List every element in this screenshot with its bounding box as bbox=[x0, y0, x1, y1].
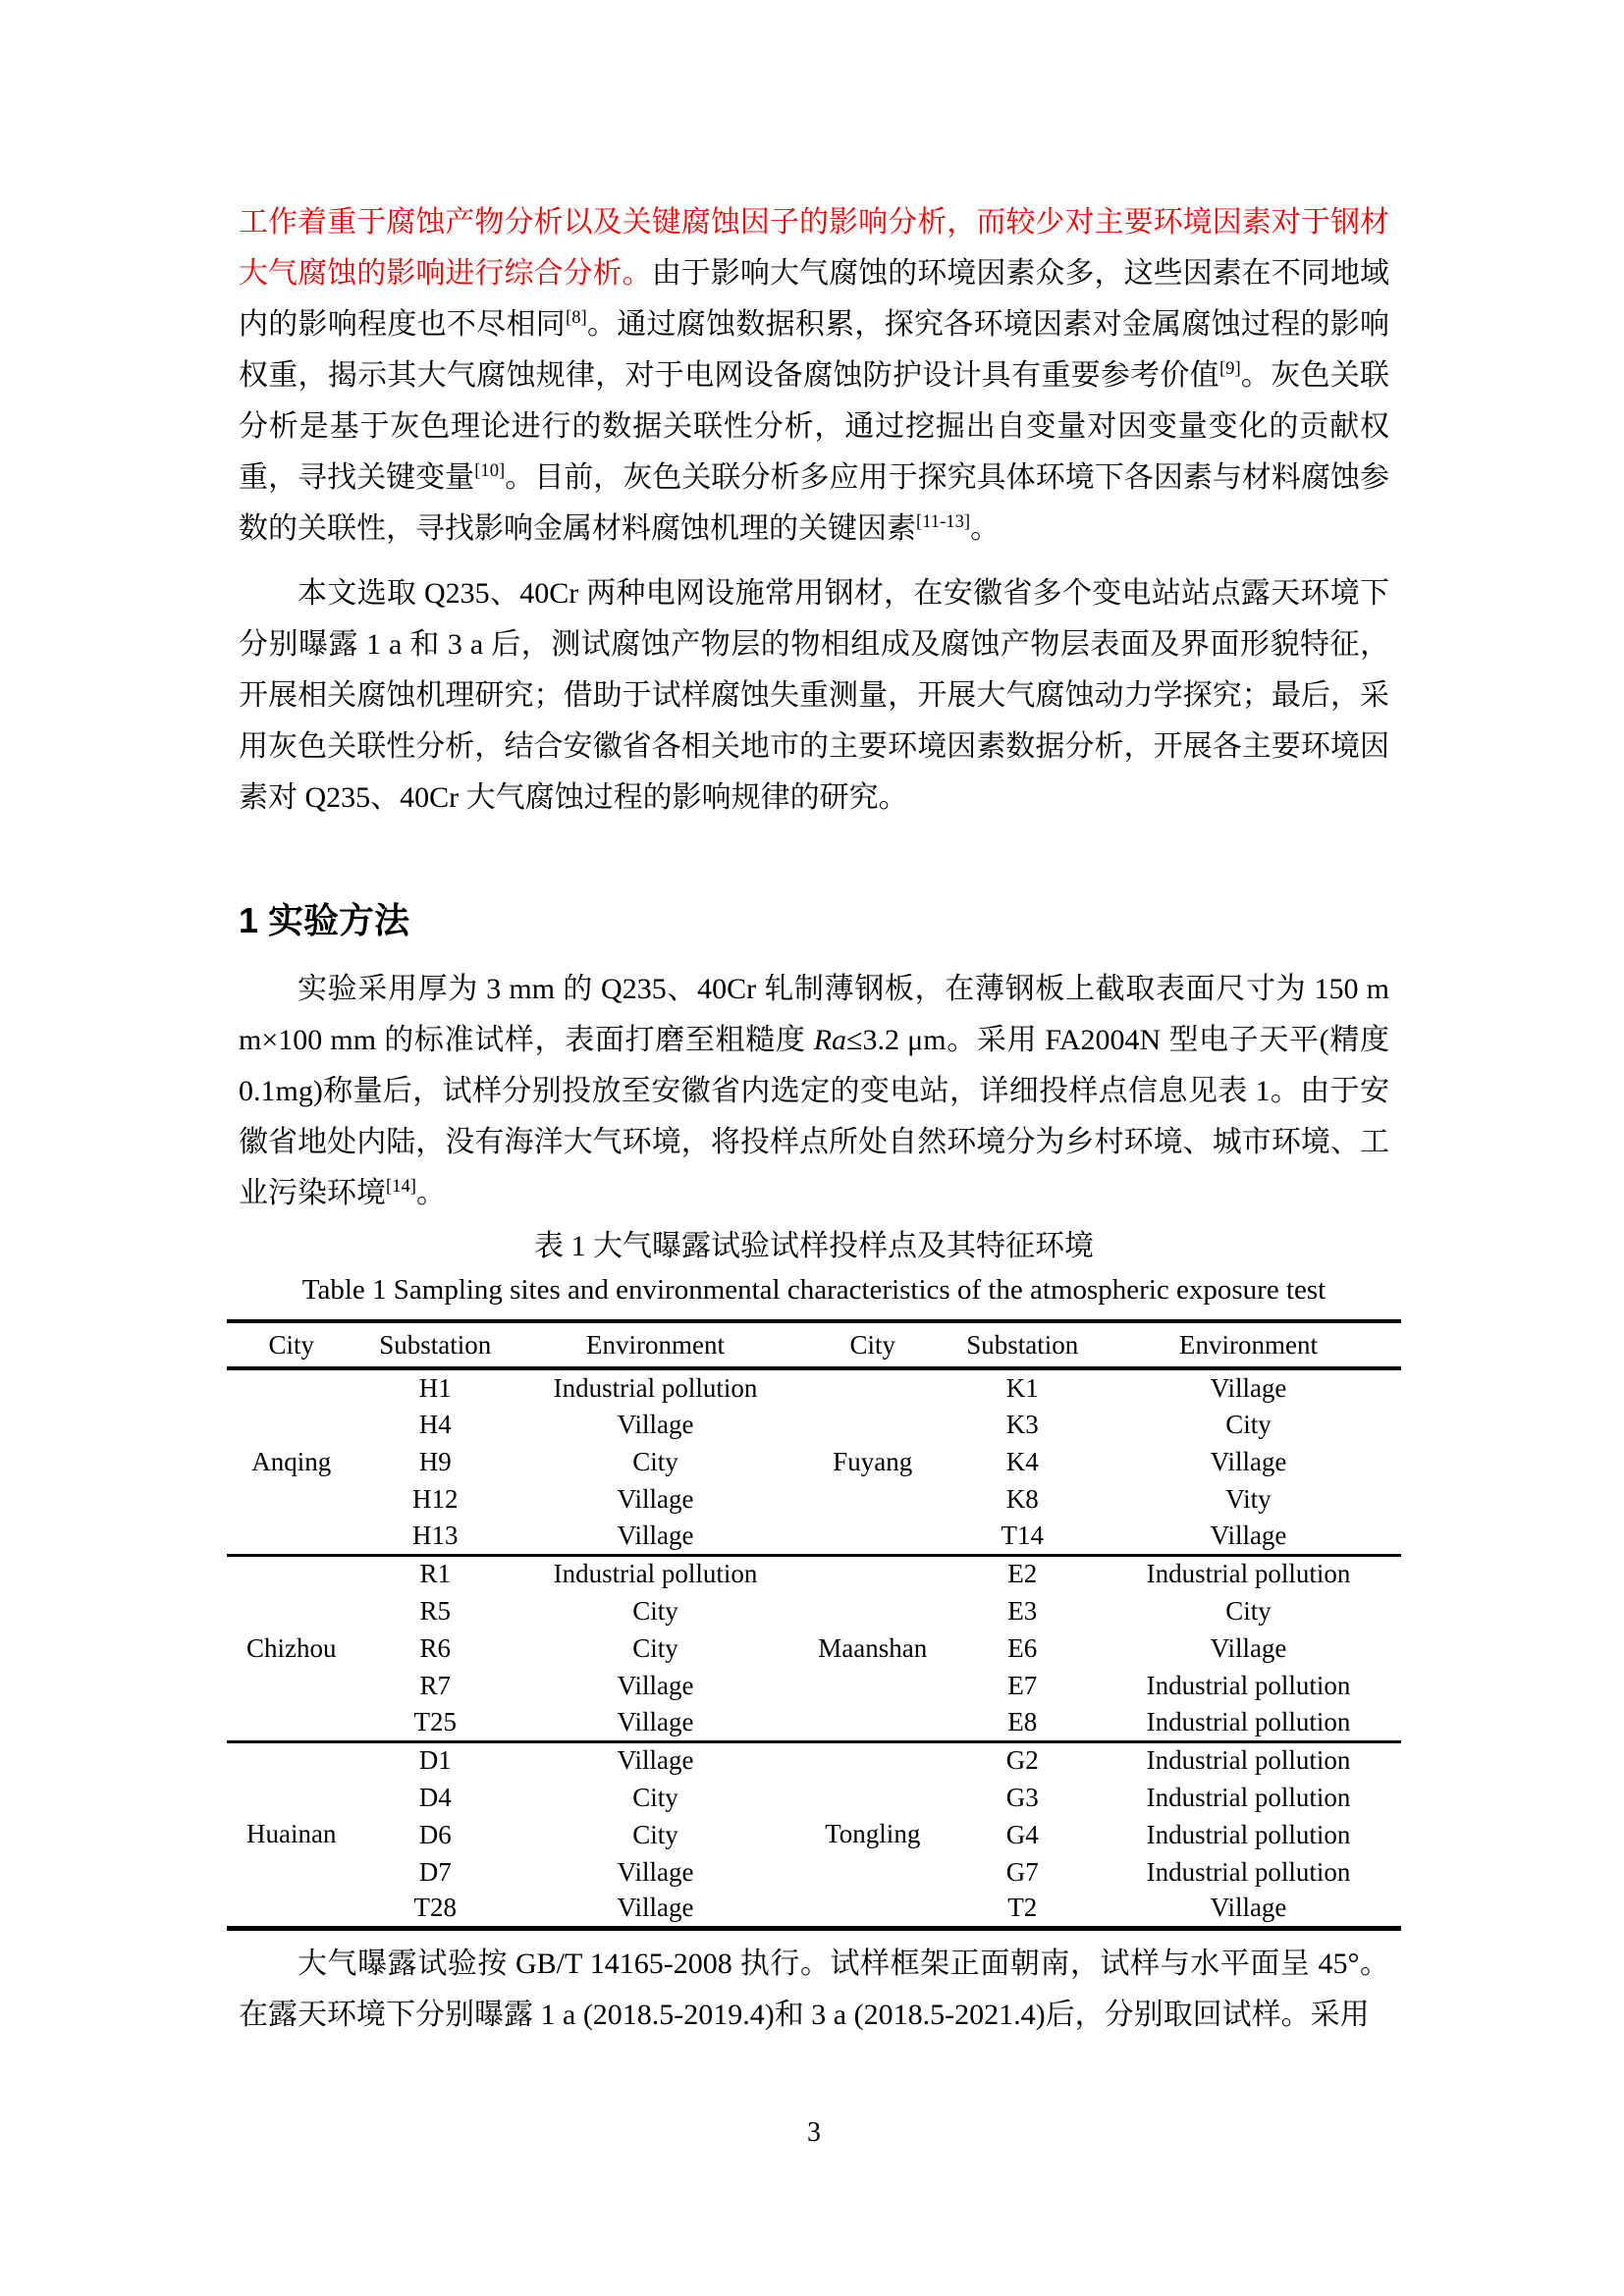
substation-cell: H9 bbox=[418, 1446, 452, 1476]
city-cell: Fuyang bbox=[833, 1446, 913, 1476]
text-run: [11-13] bbox=[916, 511, 971, 532]
text-run: 。 bbox=[415, 1177, 446, 1209]
substation-cell: K4 bbox=[1005, 1446, 1039, 1476]
environment-cell: City bbox=[632, 1632, 678, 1663]
table-row bbox=[227, 1555, 1401, 1592]
substation-cell: H1 bbox=[418, 1372, 452, 1403]
table-caption-en: Table 1 Sampling sites and environmental characteristics of the atmospheric exposure test bbox=[301, 1274, 1326, 1306]
column-header: Environment bbox=[1096, 1321, 1401, 1368]
environment-cell: City bbox=[632, 1446, 678, 1476]
substation-cell: E7 bbox=[1007, 1670, 1038, 1700]
environment-cell: Industrial pollution bbox=[1096, 1555, 1401, 1592]
environment-cell: City bbox=[632, 1782, 678, 1812]
substation-cell: D7 bbox=[418, 1856, 452, 1887]
text-run: 工作着重于腐蚀产物分析以及关键腐蚀因子的影响分析，而较少对主要环境因素对于钢材大气腐蚀的影响进行综合分析。 bbox=[239, 206, 1389, 290]
substation-cell: D6 bbox=[418, 1819, 452, 1849]
environment-cell: Village bbox=[1210, 1446, 1287, 1476]
text-run: 。通过腐蚀数据积累，探究各环境因素对金属腐蚀过程的影响权重，揭示其大气腐蚀规律，对于电网设备腐蚀防护设计具有重要参考价值 bbox=[239, 308, 1390, 392]
environment-cell: Village bbox=[617, 1670, 694, 1700]
substation-cell: H13 bbox=[412, 1520, 459, 1550]
text-run: [9] bbox=[1218, 358, 1241, 379]
city-cell: Maanshan bbox=[796, 1555, 948, 1741]
text-run: 。目前，灰色关联分析多应用于探究具体环境下各因素与材料腐蚀参数的关联性，寻找影响金属材料腐蚀机理的关键因素 bbox=[239, 461, 1390, 545]
environment-cell: Industrial pollution bbox=[553, 1372, 758, 1403]
substation-cell: T28 bbox=[413, 1893, 458, 1923]
environment-cell: Village bbox=[1210, 1632, 1287, 1663]
text-run: 由于影响大气腐蚀的环境因素众多，这些因素在不同地域内的影响程度也不尽相同 bbox=[239, 257, 1390, 341]
substation-cell: K1 bbox=[1005, 1372, 1039, 1403]
environment-cell: Industrial pollution bbox=[1146, 1706, 1351, 1736]
substation-cell: H12 bbox=[412, 1483, 459, 1514]
environment-cell: Village bbox=[514, 1741, 796, 1779]
section-heading: 1 实验方法 bbox=[239, 900, 410, 940]
city-cell: Tongling bbox=[796, 1741, 948, 1928]
column-header: Environment bbox=[514, 1321, 796, 1368]
environment-cell: City bbox=[632, 1819, 678, 1849]
environment-cell: Village bbox=[617, 1706, 694, 1736]
substation-cell: T14 bbox=[1001, 1520, 1044, 1550]
environment-cell: Industrial pollution bbox=[1146, 1782, 1351, 1812]
substation-cell: K8 bbox=[1005, 1483, 1039, 1514]
table-caption-zh: 表 1 大气曝露试验试样投样点及其特征环境 bbox=[534, 1230, 1094, 1262]
environment-cell: Village bbox=[1210, 1372, 1287, 1403]
city-cell: Chizhou bbox=[227, 1555, 356, 1741]
table-row bbox=[227, 1368, 1401, 1406]
city-cell: Anqing bbox=[251, 1446, 332, 1476]
text-run: [8] bbox=[566, 307, 587, 328]
paragraph-intro-continuation bbox=[239, 197, 1389, 555]
text-run: Ra bbox=[813, 1024, 847, 1056]
environment-cell: Village bbox=[617, 1520, 694, 1550]
substation-cell: K3 bbox=[1005, 1409, 1039, 1439]
substation-cell: G4 bbox=[1005, 1819, 1039, 1849]
environment-cell: Industrial pollution bbox=[1096, 1741, 1401, 1779]
substation-cell: D1 bbox=[356, 1741, 514, 1779]
page-number: 3 bbox=[807, 2116, 821, 2148]
text-run: 本文选取 Q235、40Cr 两种电网设施常用钢材，在安徽省多个变电站站点露天环境下分别曝露 1 a 和 3 a 后，测试腐蚀产物层的物相组成及腐蚀产物层表面及界面形貌特征，开展相关腐蚀机理研究；借助于试样腐蚀失重测量，开展大气腐蚀动力学探究；最后，采用灰色关联性分析，结合安徽省各相关地市的主要环境因素数据分析，开展各主要环境因素对 Q235、40Cr 大气腐蚀过程的影响规律的研究。 bbox=[239, 577, 1389, 814]
paragraph-method-specimens bbox=[239, 964, 1389, 1219]
environment-cell: Village bbox=[1210, 1520, 1287, 1550]
environment-cell: Village bbox=[617, 1483, 694, 1514]
substation-cell: G3 bbox=[1005, 1782, 1039, 1812]
environment-cell: Vity bbox=[1225, 1483, 1272, 1514]
substation-cell: G7 bbox=[1005, 1856, 1039, 1887]
substation-cell: T25 bbox=[413, 1706, 458, 1736]
substation-cell: E3 bbox=[1007, 1595, 1038, 1626]
environment-cell: Industrial pollution bbox=[514, 1555, 796, 1592]
environment-cell: City bbox=[1225, 1409, 1272, 1439]
environment-cell: Industrial pollution bbox=[1146, 1670, 1351, 1700]
column-header: Substation bbox=[356, 1321, 514, 1368]
column-header: Substation bbox=[949, 1321, 1097, 1368]
substation-cell: E8 bbox=[1007, 1706, 1038, 1736]
substation-cell: G2 bbox=[949, 1741, 1097, 1779]
environment-cell: City bbox=[1225, 1595, 1272, 1626]
environment-cell: City bbox=[632, 1595, 678, 1626]
substation-cell: R7 bbox=[419, 1670, 452, 1700]
text-run: 。灰色关联分析是基于灰色理论进行的数据关联性分析，通过挖掘出自变量对因变量变化的贡献权重，寻找关键变量 bbox=[239, 359, 1390, 494]
environment-cell: Village bbox=[617, 1409, 694, 1439]
environment-cell: Village bbox=[617, 1856, 694, 1887]
substation-cell: H4 bbox=[418, 1409, 452, 1439]
substation-cell: D4 bbox=[418, 1782, 452, 1812]
substation-cell: R1 bbox=[356, 1555, 514, 1592]
substation-cell: R5 bbox=[419, 1595, 452, 1626]
environment-cell: Village bbox=[617, 1893, 694, 1923]
environment-cell: Village bbox=[1210, 1893, 1287, 1923]
text-run: 。 bbox=[970, 512, 1001, 545]
table-header-row bbox=[227, 1321, 1401, 1368]
environment-cell: Industrial pollution bbox=[1146, 1819, 1351, 1849]
text-run: 大气曝露试验按 GB/T 14165-2008 执行。试样框架正面朝南，试样与水平面呈 45°。在露天环境下分别曝露 1 a (2018.5-2019.4)和 3 a (2018.5-2021.4)后，分别取回试样。采用 bbox=[239, 1947, 1389, 2031]
substation-cell: E6 bbox=[1007, 1632, 1038, 1663]
text-run: [10] bbox=[474, 460, 506, 481]
substation-cell: R6 bbox=[419, 1632, 452, 1663]
table-body bbox=[227, 1368, 1401, 1928]
substation-cell: T2 bbox=[1007, 1893, 1038, 1923]
text-run: [14] bbox=[386, 1176, 416, 1197]
paragraph-study-overview bbox=[239, 568, 1389, 824]
page-content bbox=[239, 0, 1389, 2155]
table-header bbox=[227, 1321, 1401, 1368]
text-run: ≤3.2 μm。采用 FA2004N 型电子天平(精度 0.1mg)称量后，试样分别投放至安徽省内选定的变电站，详细投样点信息见表 1。由于安徽省地处内陆，没有海洋大气环境，将投样点所处自然环境分为乡村环境、城市环境、工业污染环境 bbox=[239, 1024, 1389, 1209]
column-header: City bbox=[227, 1321, 356, 1368]
column-header: City bbox=[796, 1321, 948, 1368]
substation-cell: E2 bbox=[949, 1555, 1097, 1592]
city-cell: Huainan bbox=[227, 1741, 356, 1928]
table-row bbox=[227, 1741, 1401, 1779]
paragraph-method-exposure bbox=[239, 1939, 1389, 2041]
environment-cell: Industrial pollution bbox=[1146, 1856, 1351, 1887]
text-run: 实验采用厚为 3 mm 的 Q235、40Cr 轧制薄钢板，在薄钢板上截取表面尺寸为 150 mm×100 mm 的标准试样，表面打磨至粗糙度 bbox=[239, 973, 1389, 1056]
sampling-sites-table bbox=[227, 1319, 1401, 1931]
